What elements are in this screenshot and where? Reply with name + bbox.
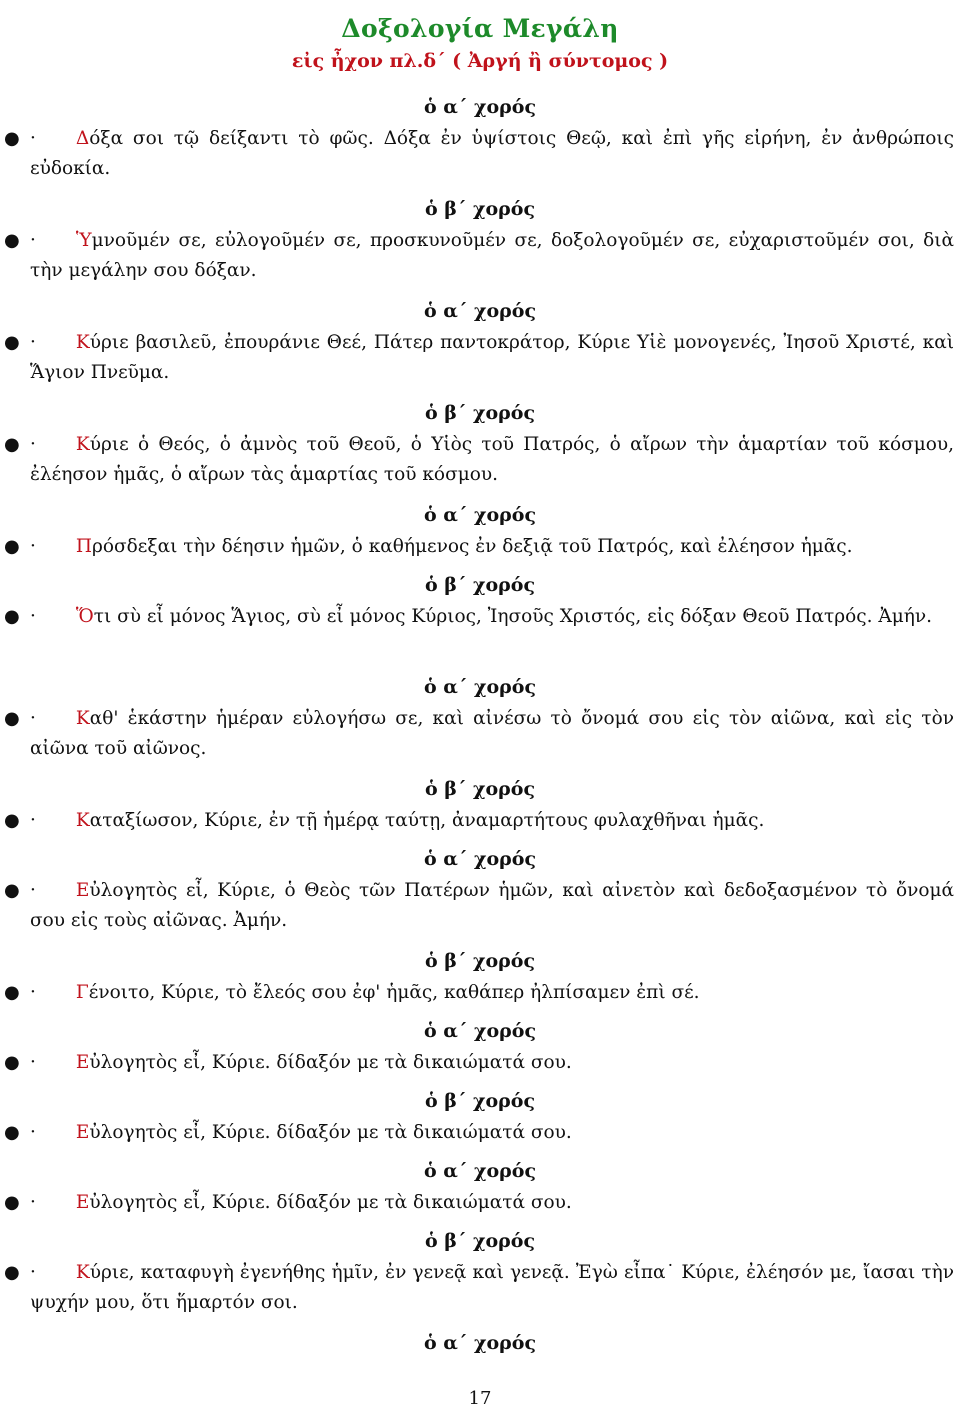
- bullet-icon: ●: [4, 434, 20, 455]
- bullet-icon: ●: [4, 606, 20, 627]
- bullet-icon: ●: [4, 810, 20, 831]
- verse-text: μνοῦμέν σε, εὐλογοῦμέν σε, προσκυνοῦμέν σε, δοξολογοῦμέν σε, εὐχαριστοῦμέν σοι, διὰ τὴν μεγάλην σου δόξαν.: [30, 230, 954, 281]
- verse: ● · Κύριε, καταφυγὴ ἐγενήθης ἡμῖν, ἐν γενεᾷ καὶ γενεᾷ. Ἐγὼ εἶπα˙ Κύριε, ἐλέησόν με, ἴασαι τὴν ψυχήν μου, ὅτι ἥμαρτόν σοι.: [0, 1258, 954, 1326]
- verse: ● · Εὐλογητὸς εἶ, Κύριε. δίδαξόν με τὰ δικαιώματά σου.: [0, 1188, 954, 1224]
- verse-text: ύριε ὁ Θεός, ὁ ἀμνὸς τοῦ Θεοῦ, ὁ Υἱὸς τοῦ Πατρός, ὁ αἴρων τὴν ἁμαρτίαν τοῦ κόσμου, ἐλέησον ἡμᾶς, ὁ αἴρων τὰς ἁμαρτίας τοῦ κόσμου.: [30, 434, 954, 485]
- verse-initial: Κ: [75, 708, 90, 729]
- choir-heading: ὁ β΄ χορός: [424, 198, 536, 220]
- choir-heading: ὁ α΄ χορός: [423, 1020, 537, 1042]
- verse-initial: Ε: [75, 880, 90, 901]
- verse-initial: Ὅ: [75, 606, 94, 627]
- bullet-icon: ●: [4, 1122, 20, 1143]
- bullet-icon: ●: [4, 880, 20, 901]
- verse: ● · Πρόσδεξαι τὴν δέησιν ἡμῶν, ὁ καθήμενος ἐν δεξιᾷ τοῦ Πατρός, καὶ ἐλέησον ἡμᾶς.: [0, 532, 954, 568]
- choir-heading: ὁ β΄ χορός: [424, 778, 536, 800]
- verse: ● · Γένοιτο, Κύριε, τὸ ἔλεός σου ἐφ' ἡμᾶς, καθάπερ ἠλπίσαμεν ἐπὶ σέ.: [0, 978, 954, 1014]
- verse-initial: Π: [75, 536, 93, 557]
- verse: ● · Εὐλογητὸς εἶ, Κύριε. δίδαξόν με τὰ δικαιώματά σου.: [0, 1118, 954, 1154]
- page-number: 17: [468, 1388, 492, 1409]
- verse-text: αταξίωσον, Κύριε, ἐν τῇ ἡμέρᾳ ταύτῃ, ἀναμαρτήτους φυλαχθῆναι ἡμᾶς.: [89, 810, 765, 831]
- verse-text: ύριε βασιλεῦ, ἐπουράνιε Θεέ, Πάτερ παντοκράτορ, Κύριε Υἱὲ μονογενές, Ἰησοῦ Χριστέ, καὶ Ἅγιον Πνεῦμα.: [30, 332, 954, 383]
- verse-initial: Ε: [75, 1192, 90, 1213]
- verse-text: ύριε, καταφυγὴ ἐγενήθης ἡμῖν, ἐν γενεᾷ καὶ γενεᾷ. Ἐγὼ εἶπα˙ Κύριε, ἐλέησόν με, ἴασαι τὴν ψυχήν μου, ὅτι ἥμαρτόν σοι.: [30, 1262, 954, 1313]
- bullet-icon: ●: [4, 230, 20, 251]
- verse: ● · Ὑμνοῦμέν σε, εὐλογοῦμέν σε, προσκυνοῦμέν σε, δοξολογοῦμέν σε, εὐχαριστοῦμέν σοι, διὰ τὴν μεγάλην σου δόξαν.: [0, 226, 954, 294]
- verse-text: ρόσδεξαι τὴν δέησιν ἡμῶν, ὁ καθήμενος ἐν δεξιᾷ τοῦ Πατρός, καὶ ἐλέησον ἡμᾶς.: [92, 536, 853, 557]
- verse-text: ὐλογητὸς εἶ, Κύριε. δίδαξόν με τὰ δικαιώματά σου.: [89, 1122, 572, 1143]
- verse-text: ὐλογητὸς εἶ, Κύριε. δίδαξόν με τὰ δικαιώματά σου.: [89, 1192, 572, 1213]
- choir-heading: ὁ β΄ χορός: [424, 1230, 536, 1252]
- bullet-icon: ●: [4, 1192, 20, 1213]
- bullet-icon: ●: [4, 332, 20, 353]
- choir-heading: ὁ α΄ χορός: [423, 676, 537, 698]
- choir-heading: ὁ β΄ χορός: [424, 574, 536, 596]
- choir-heading: ὁ β΄ χορός: [424, 950, 536, 972]
- bullet-icon: ●: [4, 1052, 20, 1073]
- verse: ● · Εὐλογητὸς εἶ, Κύριε. δίδαξόν με τὰ δικαιώματά σου.: [0, 1048, 954, 1084]
- verse-initial: Κ: [75, 434, 90, 455]
- verse-initial: Ε: [75, 1122, 90, 1143]
- verse-initial: Κ: [75, 810, 90, 831]
- verse: ● · Καθ' ἑκάστην ἡμέραν εὐλογήσω σε, καὶ αἰνέσω τὸ ὄνομά σου εἰς τὸν αἰῶνα, καὶ εἰς τὸν αἰῶνα τοῦ αἰῶνος.: [0, 704, 954, 772]
- document-subtitle: εἰς ἦχον πλ.δ΄ ( Ἀργή ἢ σύντομος ): [291, 50, 669, 72]
- bullet-icon: ●: [4, 536, 20, 557]
- verse-text: ὐλογητὸς εἶ, Κύριε. δίδαξόν με τὰ δικαιώματά σου.: [89, 1052, 572, 1073]
- choir-heading: ὁ α΄ χορός: [423, 1332, 537, 1354]
- verse: ● · Εὐλογητὸς εἶ, Κύριε, ὁ Θεὸς τῶν Πατέρων ἡμῶν, καὶ αἰνετὸν καὶ δεδοξασμένον τὸ ὄνομά σου εἰς τοὺς αἰῶνας. Ἀμήν.: [0, 876, 954, 944]
- verse-text: τι σὺ εἶ μόνος Ἅγιος, σὺ εἶ μόνος Κύριος, Ἰησοῦς Χριστός, εἰς δόξαν Θεοῦ Πατρός. Ἀμήν.: [93, 606, 932, 627]
- choir-heading: ὁ α΄ χορός: [423, 1160, 537, 1182]
- verse: ● · Δόξα σοι τῷ δείξαντι τὸ φῶς. Δόξα ἐν ὑψίστοις Θεῷ, καὶ ἐπὶ γῆς εἰρήνη, ἐν ἀνθρώποις εὐδοκία.: [0, 124, 954, 192]
- verse-initial: Ε: [75, 1052, 90, 1073]
- choir-heading: ὁ β΄ χορός: [424, 1090, 536, 1112]
- verse: ● · Κύριε ὁ Θεός, ὁ ἀμνὸς τοῦ Θεοῦ, ὁ Υἱὸς τοῦ Πατρός, ὁ αἴρων τὴν ἁμαρτίαν τοῦ κόσμου, ἐλέησον ἡμᾶς, ὁ αἴρων τὰς ἁμαρτίας τοῦ κόσμου.: [0, 430, 954, 498]
- choir-heading: ὁ α΄ χορός: [423, 300, 537, 322]
- verse-text: όξα σοι τῷ δείξαντι τὸ φῶς. Δόξα ἐν ὑψίστοις Θεῷ, καὶ ἐπὶ γῆς εἰρήνη, ἐν ἀνθρώποις εὐδοκία.: [30, 128, 954, 179]
- verse-text: αθ' ἑκάστην ἡμέραν εὐλογήσω σε, καὶ αἰνέσω τὸ ὄνομά σου εἰς τὸν αἰῶνα, καὶ εἰς τὸν αἰῶνα τοῦ αἰῶνος.: [30, 708, 954, 759]
- bullet-icon: ●: [4, 128, 20, 149]
- verse-initial: Κ: [75, 1262, 90, 1283]
- verse: ● · Ὅτι σὺ εἶ μόνος Ἅγιος, σὺ εἶ μόνος Κύριος, Ἰησοῦς Χριστός, εἰς δόξαν Θεοῦ Πατρός. Ἀμήν.: [0, 602, 954, 670]
- choir-heading: ὁ α΄ χορός: [423, 504, 537, 526]
- choir-heading: ὁ α΄ χορός: [423, 848, 537, 870]
- choir-heading: ὁ α΄ χορός: [423, 96, 537, 118]
- bullet-icon: ●: [4, 1262, 20, 1283]
- hymn-body: [0, 90, 960, 1360]
- verse: ● · Κύριε βασιλεῦ, ἐπουράνιε Θεέ, Πάτερ παντοκράτορ, Κύριε Υἱὲ μονογενές, Ἰησοῦ Χριστέ, καὶ Ἅγιον Πνεῦμα.: [0, 328, 954, 396]
- verse: ● · Καταξίωσον, Κύριε, ἐν τῇ ἡμέρᾳ ταύτῃ, ἀναμαρτήτους φυλαχθῆναι ἡμᾶς.: [0, 806, 954, 842]
- verse-initial: Κ: [75, 332, 90, 353]
- verse-initial: Γ: [75, 982, 89, 1003]
- choir-heading: ὁ β΄ χορός: [424, 402, 536, 424]
- verse-initial: Δ: [75, 128, 90, 149]
- verse-text: ένοιτο, Κύριε, τὸ ἔλεός σου ἐφ' ἡμᾶς, καθάπερ ἠλπίσαμεν ἐπὶ σέ.: [88, 982, 700, 1003]
- bullet-icon: ●: [4, 708, 20, 729]
- bullet-icon: ●: [4, 982, 20, 1003]
- verse-text: ὐλογητὸς εἶ, Κύριε, ὁ Θεὸς τῶν Πατέρων ἡμῶν, καὶ αἰνετὸν καὶ δεδοξασμένον τὸ ὄνομά σου εἰς τοὺς αἰῶνας. Ἀμήν.: [30, 880, 954, 931]
- verse-initial: Ὑ: [75, 230, 92, 251]
- document-title: Δοξολογία Μεγάλη: [341, 14, 619, 43]
